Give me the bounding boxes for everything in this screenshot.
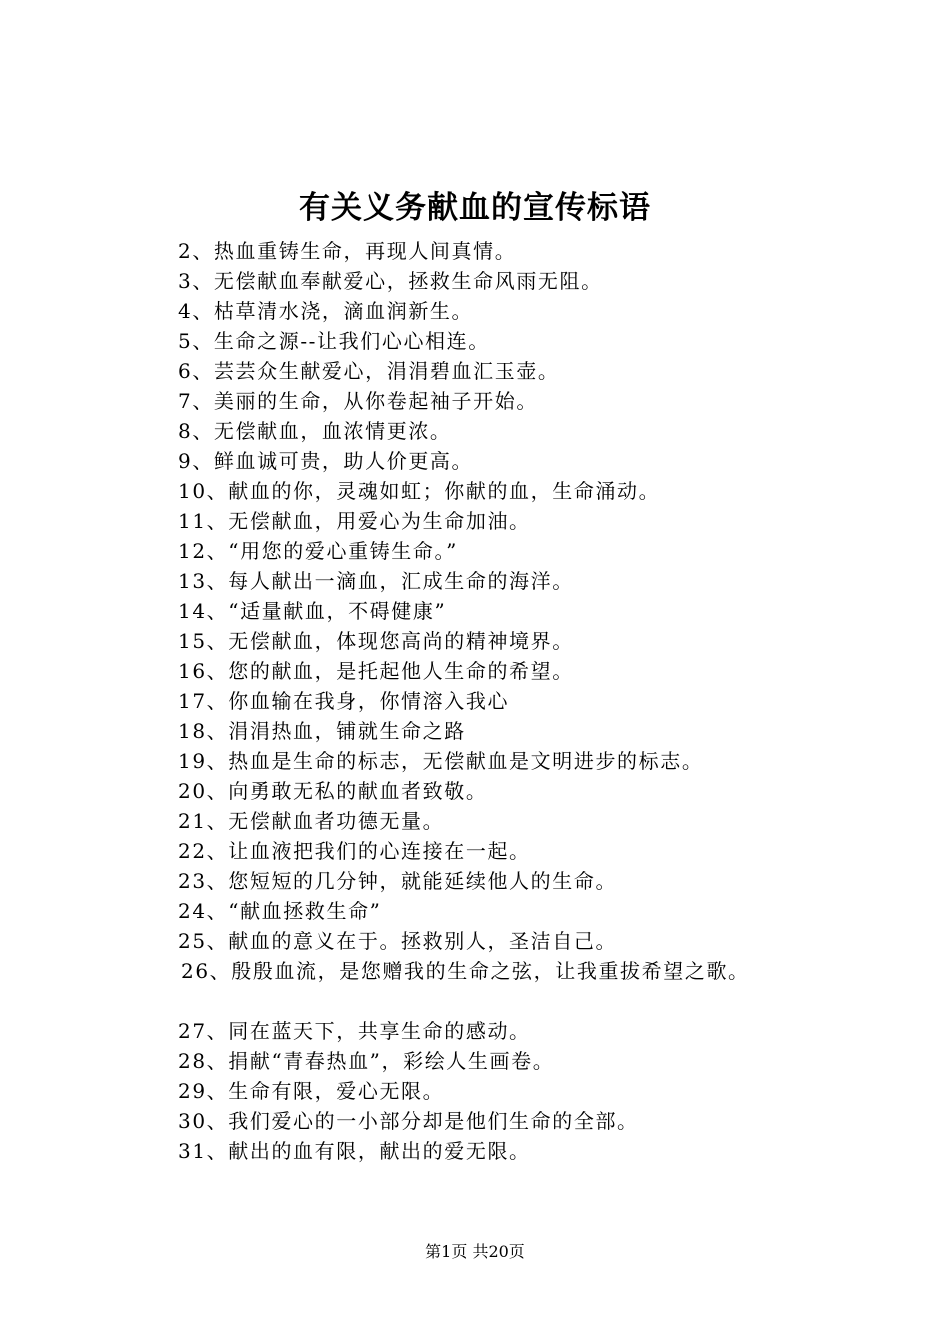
list-item: 12、“用您的爱心重铸生命。” bbox=[178, 539, 458, 563]
list-item: 24、“献血拯救生命” bbox=[178, 899, 382, 923]
list-item: 7、美丽的生命，从你卷起袖子开始。 bbox=[178, 389, 538, 413]
list-item: 27、同在蓝天下，共享生命的感动。 bbox=[178, 1019, 531, 1043]
list-item: 13、每人献出一滴血，汇成生命的海洋。 bbox=[178, 569, 574, 593]
list-item: 8、无偿献血，血浓情更浓。 bbox=[178, 419, 452, 443]
list-item: 11、无偿献血，用爱心为生命加油。 bbox=[178, 509, 531, 533]
list-item: 18、涓涓热血，铺就生命之路 bbox=[178, 719, 466, 743]
list-item: 20、向勇敢无私的献血者致敬。 bbox=[178, 779, 488, 803]
list-item: 19、热血是生命的标志，无偿献血是文明进步的标志。 bbox=[178, 749, 704, 773]
list-item: 6、芸芸众生献爱心，涓涓碧血汇玉壶。 bbox=[178, 359, 560, 383]
list-item: 29、生命有限，爱心无限。 bbox=[178, 1079, 445, 1103]
list-item: 3、无偿献血奉献爱心，拯救生命风雨无阻。 bbox=[178, 269, 603, 293]
list-item: 31、献出的血有限，献出的爱无限。 bbox=[178, 1139, 531, 1163]
page-footer: 第1页 共20页 bbox=[425, 1242, 525, 1261]
list-item: 23、您短短的几分钟，就能延续他人的生命。 bbox=[178, 869, 618, 893]
list-item: 22、让血液把我们的心连接在一起。 bbox=[178, 839, 531, 863]
list-item: 25、献血的意义在于。拯救别人，圣洁自己。 bbox=[178, 929, 618, 953]
list-item: 28、捐献“青春热血”，彩绘人生画卷。 bbox=[178, 1049, 555, 1073]
list-item: 15、无偿献血，体现您高尚的精神境界。 bbox=[178, 629, 574, 653]
list-item: 14、“适量献血，不碍健康” bbox=[178, 599, 447, 623]
list-item: 21、无偿献血者功德无量。 bbox=[178, 809, 445, 833]
list-item: 26、殷殷血流，是您赠我的生命之弦，让我重拔希望之歌。 bbox=[181, 959, 750, 983]
list-item: 5、生命之源--让我们心心相连。 bbox=[178, 329, 490, 353]
list-item: 4、枯草清水浇，滴血润新生。 bbox=[178, 299, 474, 323]
list-item: 10、献血的你，灵魂如虹；你献的血，生命涌动。 bbox=[178, 479, 661, 503]
list-item: 2、热血重铸生命，再现人间真情。 bbox=[178, 239, 517, 263]
list-item: 16、您的献血，是托起他人生命的希望。 bbox=[178, 659, 574, 683]
list-item: 30、我们爱心的一小部分却是他们生命的全部。 bbox=[178, 1109, 639, 1133]
slogan-list bbox=[178, 236, 898, 1166]
list-item: 9、鲜血诚可贵，助人价更高。 bbox=[178, 449, 474, 473]
page-title: 有关义务献血的宣传标语 bbox=[299, 190, 651, 226]
list-item: 17、你血输在我身，你情溶入我心 bbox=[178, 689, 510, 713]
